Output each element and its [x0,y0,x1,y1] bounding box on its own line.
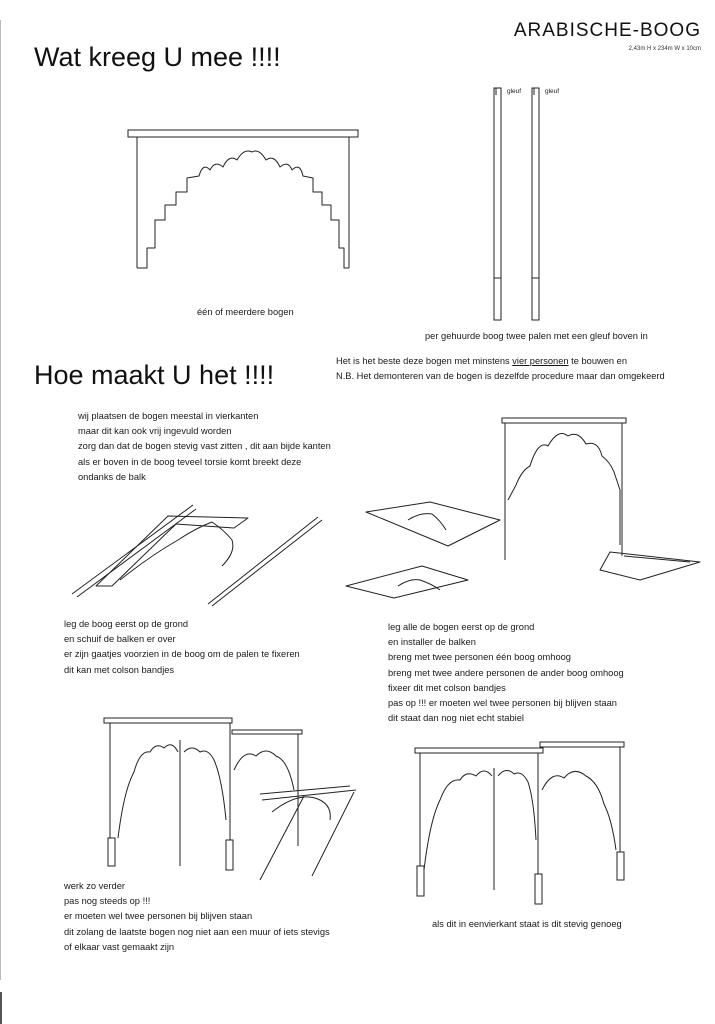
text-line: pas nog steeds op !!! [64,896,151,907]
text-line: werk zo verder [64,881,125,891]
text-line: maar dit kan ook vrij ingevuld worden [78,426,232,437]
dimensions-label: 2,43m H x 234m W x 10cm [628,46,701,52]
text-line: ondanks de balk [78,471,146,482]
text-line: en schuif de balken er over [64,634,176,645]
note-block [336,354,665,384]
caption-poles: per gehuurde boog twee palen met een gleuf boven in [425,331,648,341]
text-line: dit zolang de laatste bogen nog niet aan een muur of iets stevigs [64,926,330,937]
text-line: en installer de balken [388,637,476,648]
caption-arch: één of meerdere bogen [197,307,294,317]
text-line: dit staat dan nog niet echt stabiel [388,713,524,724]
arch-illustration [128,130,358,268]
gleuf-label-right: gleuf [545,88,560,95]
note-line-1: Het is het beste deze bogen met minstens vier personen te bouwen en [336,356,627,366]
text-line: leg alle de bogen eerst op de grond [388,622,535,632]
text-line: er zijn gaatjes voorzien in de boog om de palen te fixeren [64,649,300,660]
text-line: dit kan met colson bandjes [64,664,175,675]
text-line: fixeer dit met colson bandjes [388,682,506,693]
note-line-2: N.B. Het demonteren van de bogen is dezelfde procedure maar dan omgekeerd [336,371,665,382]
step3-illustration [104,718,356,880]
poles-illustration [494,88,539,320]
heading-how-to-make: Hoe maakt U het !!!! [34,360,275,390]
intro-text [78,409,331,485]
gleuf-label-left: gleuf [507,88,522,95]
text-line: of elkaar vast gemaakt zijn [64,941,175,952]
document-title: ARABISCHE-BOOG [513,20,701,41]
text-line: er moeten wel twee personen bij blijven staan [64,911,253,922]
step1-illustration [72,505,322,606]
step1-text [64,617,300,678]
text-line: breng met twee andere personen de ander boog omhoog [388,667,624,678]
text-line: breng met twee personen één boog omhoog [388,652,571,663]
four-persons-emphasis: vier personen [512,356,569,366]
heading-what-you-got: Wat kreeg U mee !!!! [34,42,281,72]
final-illustration [415,742,624,904]
final-caption: als dit in eenvierkant staat is dit stevig genoeg [432,919,622,929]
text-line: pas op !!! er moeten wel twee personen bij blijven staan [388,698,617,709]
step2-text [388,620,624,726]
step2-illustration [346,418,700,598]
text-line: wij plaatsen de bogen meestal in vierkanten [78,411,259,421]
text-line: leg de boog eerst op de grond [64,619,189,629]
text-line: als er boven in de boog teveel torsie komt breekt deze [78,456,302,467]
step3-text [64,879,330,955]
text-line: zorg dan dat de bogen stevig vast zitten , dit aan bijde kanten [78,441,331,452]
